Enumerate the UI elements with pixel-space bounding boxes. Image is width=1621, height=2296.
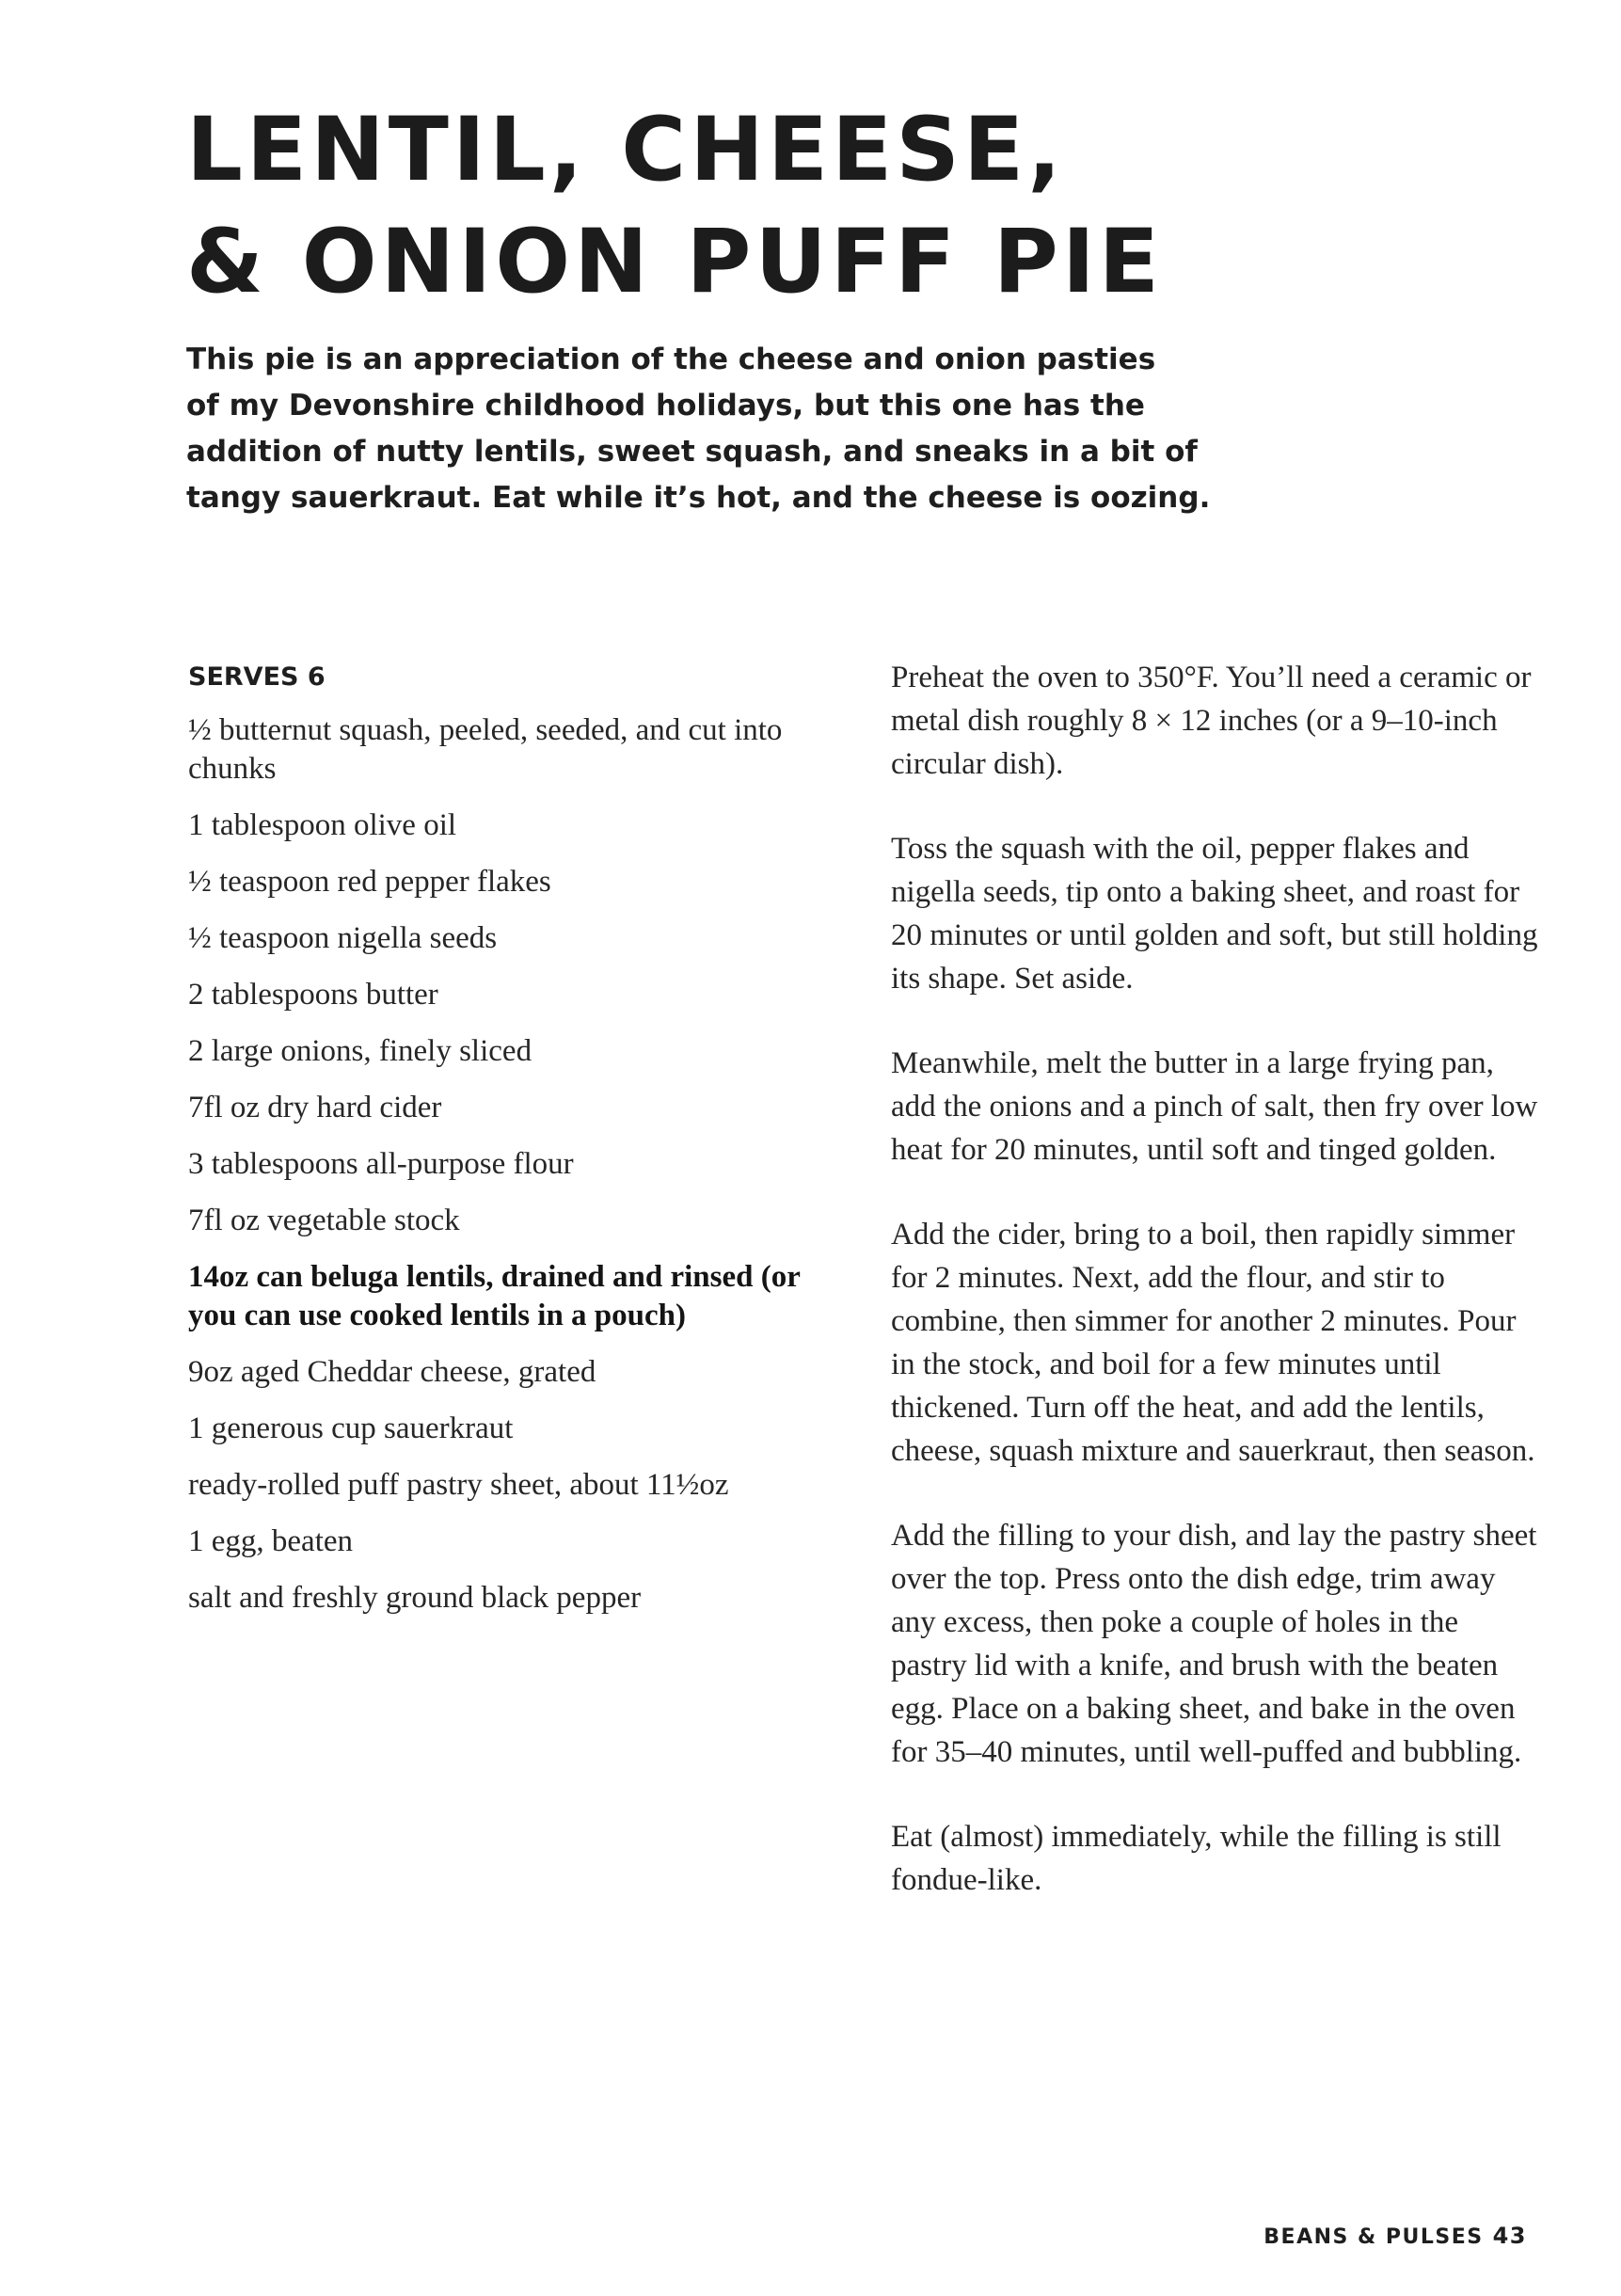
intro-line-4: tangy sauerkraut. Eat while it’s hot, and the cheese is oozing. — [186, 481, 1211, 515]
method-step: Meanwhile, melt the butter in a large frying pan, add the onions and a pinch of salt, then fry over low heat for 20 minutes, until soft and tinged golden. — [891, 1046, 1538, 1167]
intro-line-1: This pie is an appreciation of the cheese and onion pasties — [186, 343, 1156, 376]
ingredient-item: 2 tablespoons butter — [188, 978, 438, 1012]
section-name: BEANS & PULSES — [1263, 2225, 1484, 2249]
ingredient-item: 1 egg, beaten — [188, 1524, 354, 1558]
ingredient-item: ready-rolled puff pastry sheet, about 11½oz — [188, 1468, 729, 1502]
method-step: Add the filling to your dish, and lay the pastry sheet over the top. Press onto the dish edge, trim away any excess, then poke a couple of holes in the pastry lid with a knife, and brush with the beaten egg. Place on a baking sheet, and bake in the oven for 35–40 minutes, until well-puffed and bubbling. — [891, 1519, 1537, 1769]
method-step: Preheat the oven to 350°F. You’ll need a ceramic or metal dish roughly 8 × 12 inches (or a 9–10-inch circular dish). — [891, 661, 1532, 781]
ingredient-item-highlight: 14oz can beluga lentils, drained and rinsed (or you can use cooked lentils in a pouch) — [188, 1260, 801, 1332]
ingredient-item: 3 tablespoons all-purpose flour — [188, 1147, 574, 1181]
serves-heading: SERVES 6 — [188, 662, 326, 692]
method-step: Toss the squash with the oil, pepper flakes and nigella seeds, tip onto a baking sheet, and roast for 20 minutes or until golden and soft, but still holding its shape. Set aside. — [891, 832, 1538, 996]
method-step: Eat (almost) immediately, while the filling is still fondue-like. — [891, 1820, 1502, 1897]
ingredient-list — [188, 711, 828, 1618]
ingredient-item: 9oz aged Cheddar cheese, grated — [188, 1355, 596, 1389]
intro-line-3: addition of nutty lentils, sweet squash, and sneaks in a bit of — [186, 435, 1198, 469]
title-line-1: LENTIL, CHEESE, — [186, 99, 1065, 201]
ingredient-item: ½ teaspoon red pepper flakes — [188, 865, 551, 899]
ingredient-item: 7fl oz dry hard cider — [188, 1091, 442, 1124]
recipe-title — [186, 94, 1409, 318]
ingredient-item: ½ butternut squash, peeled, seeded, and cut into chunks — [188, 713, 783, 786]
ingredient-item: ½ teaspoon nigella seeds — [188, 921, 498, 955]
method-column — [891, 656, 1540, 1943]
ingredient-item: 2 large onions, finely sliced — [188, 1034, 532, 1068]
recipe-intro — [186, 337, 1409, 521]
method-step: Add the cider, bring to a boil, then rapidly simmer for 2 minutes. Next, add the flour, and stir to combine, then simmer for another 2 minutes. Pour in the stock, and boil for a few minutes until thickened. Turn off the heat, and add the lentils, cheese, squash mixture and sauerkraut, then season. — [891, 1218, 1535, 1468]
page-number: 43 — [1492, 2223, 1527, 2249]
ingredients-column — [188, 659, 828, 1635]
page-footer — [1263, 2223, 1527, 2249]
ingredient-item: 7fl oz vegetable stock — [188, 1204, 460, 1237]
title-line-2: & ONION PUFF PIE — [186, 211, 1164, 313]
intro-line-2: of my Devonshire childhood holidays, but this one has the — [186, 389, 1145, 423]
ingredient-item: 1 tablespoon olive oil — [188, 808, 457, 842]
ingredient-item: 1 generous cup sauerkraut — [188, 1411, 514, 1445]
ingredient-item: salt and freshly ground black pepper — [188, 1581, 642, 1615]
